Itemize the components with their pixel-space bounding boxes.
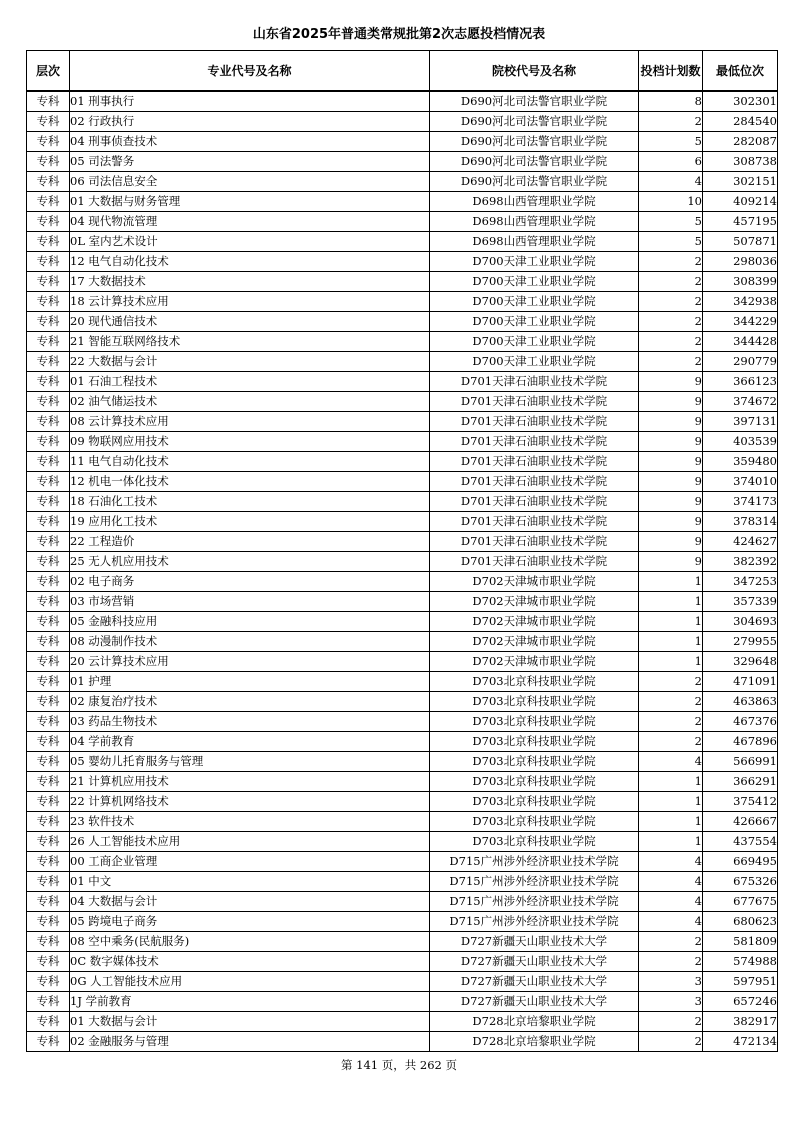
cell-min-rank: 329648 bbox=[703, 652, 778, 672]
cell-level: 专科 bbox=[27, 632, 70, 652]
cell-major: 04 现代物流管理 bbox=[70, 212, 430, 232]
cell-plan: 9 bbox=[639, 432, 703, 452]
table-row bbox=[27, 912, 778, 932]
cell-school: D702天津城市职业学院 bbox=[430, 612, 639, 632]
cell-major: 01 刑事执行 bbox=[70, 91, 430, 112]
cell-school: D690河北司法警官职业学院 bbox=[430, 172, 639, 192]
table-row bbox=[27, 692, 778, 712]
cell-plan: 9 bbox=[639, 412, 703, 432]
cell-major: 25 无人机应用技术 bbox=[70, 552, 430, 572]
cell-plan: 2 bbox=[639, 732, 703, 752]
cell-school: D700天津工业职业学院 bbox=[430, 272, 639, 292]
cell-major: 02 电子商务 bbox=[70, 572, 430, 592]
cell-plan: 3 bbox=[639, 992, 703, 1012]
cell-level: 专科 bbox=[27, 432, 70, 452]
cell-level: 专科 bbox=[27, 792, 70, 812]
cell-level: 专科 bbox=[27, 292, 70, 312]
cell-min-rank: 403539 bbox=[703, 432, 778, 452]
cell-level: 专科 bbox=[27, 91, 70, 112]
cell-min-rank: 284540 bbox=[703, 112, 778, 132]
cell-min-rank: 308738 bbox=[703, 152, 778, 172]
cell-school: D702天津城市职业学院 bbox=[430, 572, 639, 592]
table-row bbox=[27, 1012, 778, 1032]
cell-school: D690河北司法警官职业学院 bbox=[430, 112, 639, 132]
cell-school: D701天津石油职业技术学院 bbox=[430, 372, 639, 392]
cell-min-rank: 657246 bbox=[703, 992, 778, 1012]
page-title: 山东省2025年普通类常规批第2次志愿投档情况表 bbox=[252, 27, 546, 42]
cell-school: D703北京科技职业学院 bbox=[430, 712, 639, 732]
cell-min-rank: 374672 bbox=[703, 392, 778, 412]
cell-school: D702天津城市职业学院 bbox=[430, 592, 639, 612]
cell-level: 专科 bbox=[27, 332, 70, 352]
cell-major: 06 司法信息安全 bbox=[70, 172, 430, 192]
cell-min-rank: 382392 bbox=[703, 552, 778, 572]
table-row bbox=[27, 472, 778, 492]
cell-school: D698山西管理职业学院 bbox=[430, 232, 639, 252]
cell-level: 专科 bbox=[27, 972, 70, 992]
table-row bbox=[27, 312, 778, 332]
cell-level: 专科 bbox=[27, 372, 70, 392]
cell-school: D698山西管理职业学院 bbox=[430, 212, 639, 232]
cell-school: D701天津石油职业技术学院 bbox=[430, 472, 639, 492]
cell-min-rank: 366291 bbox=[703, 772, 778, 792]
table-row bbox=[27, 792, 778, 812]
table-row bbox=[27, 892, 778, 912]
cell-min-rank: 382917 bbox=[703, 1012, 778, 1032]
cell-level: 专科 bbox=[27, 1032, 70, 1052]
cell-plan: 1 bbox=[639, 772, 703, 792]
cell-major: 08 空中乘务(民航服务) bbox=[70, 932, 430, 952]
table-row bbox=[27, 1032, 778, 1052]
cell-plan: 1 bbox=[639, 832, 703, 852]
table-row bbox=[27, 772, 778, 792]
cell-major: 11 电气自动化技术 bbox=[70, 452, 430, 472]
cell-plan: 1 bbox=[639, 632, 703, 652]
cell-school: D703北京科技职业学院 bbox=[430, 672, 639, 692]
cell-school: D700天津工业职业学院 bbox=[430, 352, 639, 372]
cell-level: 专科 bbox=[27, 132, 70, 152]
cell-major: 22 大数据与会计 bbox=[70, 352, 430, 372]
cell-level: 专科 bbox=[27, 592, 70, 612]
cell-plan: 4 bbox=[639, 852, 703, 872]
cell-min-rank: 507871 bbox=[703, 232, 778, 252]
cell-school: D715广州涉外经济职业技术学院 bbox=[430, 852, 639, 872]
table-row bbox=[27, 712, 778, 732]
cell-major: 02 金融服务与管理 bbox=[70, 1032, 430, 1052]
cell-min-rank: 359480 bbox=[703, 452, 778, 472]
cell-min-rank: 467896 bbox=[703, 732, 778, 752]
cell-major: 08 动漫制作技术 bbox=[70, 632, 430, 652]
header-level: 层次 bbox=[27, 51, 70, 92]
cell-major: 01 护理 bbox=[70, 672, 430, 692]
cell-plan: 9 bbox=[639, 492, 703, 512]
table-row bbox=[27, 392, 778, 412]
table-row bbox=[27, 232, 778, 252]
cell-min-rank: 366123 bbox=[703, 372, 778, 392]
cell-school: D715广州涉外经济职业技术学院 bbox=[430, 872, 639, 892]
table-row bbox=[27, 532, 778, 552]
table-row bbox=[27, 152, 778, 172]
cell-school: D727新疆天山职业技术大学 bbox=[430, 972, 639, 992]
cell-school: D715广州涉外经济职业技术学院 bbox=[430, 892, 639, 912]
cell-major: 18 云计算技术应用 bbox=[70, 292, 430, 312]
cell-level: 专科 bbox=[27, 252, 70, 272]
page-footer: 第 141 页，共 262 页 bbox=[340, 1058, 458, 1072]
cell-min-rank: 409214 bbox=[703, 192, 778, 212]
cell-school: D690河北司法警官职业学院 bbox=[430, 132, 639, 152]
cell-major: 0C 数字媒体技术 bbox=[70, 952, 430, 972]
cell-level: 专科 bbox=[27, 192, 70, 212]
cell-min-rank: 374010 bbox=[703, 472, 778, 492]
cell-major: 01 中文 bbox=[70, 872, 430, 892]
cell-plan: 5 bbox=[639, 232, 703, 252]
cell-major: 03 药品生物技术 bbox=[70, 712, 430, 732]
cell-min-rank: 680623 bbox=[703, 912, 778, 932]
cell-plan: 2 bbox=[639, 332, 703, 352]
table-row bbox=[27, 992, 778, 1012]
cell-school: D728北京培黎职业学院 bbox=[430, 1012, 639, 1032]
cell-school: D703北京科技职业学院 bbox=[430, 792, 639, 812]
cell-major: 05 跨境电子商务 bbox=[70, 912, 430, 932]
cell-min-rank: 308399 bbox=[703, 272, 778, 292]
cell-min-rank: 467376 bbox=[703, 712, 778, 732]
cell-level: 专科 bbox=[27, 752, 70, 772]
cell-min-rank: 344229 bbox=[703, 312, 778, 332]
cell-min-rank: 424627 bbox=[703, 532, 778, 552]
cell-school: D701天津石油职业技术学院 bbox=[430, 492, 639, 512]
table-row bbox=[27, 672, 778, 692]
table-row bbox=[27, 492, 778, 512]
cell-plan: 4 bbox=[639, 172, 703, 192]
table-row bbox=[27, 952, 778, 972]
cell-plan: 2 bbox=[639, 672, 703, 692]
cell-major: 1J 学前教育 bbox=[70, 992, 430, 1012]
cell-level: 专科 bbox=[27, 472, 70, 492]
cell-school: D701天津石油职业技术学院 bbox=[430, 392, 639, 412]
cell-level: 专科 bbox=[27, 1012, 70, 1032]
cell-major: 19 应用化工技术 bbox=[70, 512, 430, 532]
cell-plan: 9 bbox=[639, 372, 703, 392]
cell-min-rank: 457195 bbox=[703, 212, 778, 232]
table-row bbox=[27, 852, 778, 872]
cell-plan: 4 bbox=[639, 912, 703, 932]
cell-plan: 5 bbox=[639, 132, 703, 152]
cell-major: 21 计算机应用技术 bbox=[70, 772, 430, 792]
cell-level: 专科 bbox=[27, 552, 70, 572]
header-min-rank: 最低位次 bbox=[703, 51, 778, 92]
table-row bbox=[27, 91, 778, 112]
cell-level: 专科 bbox=[27, 992, 70, 1012]
cell-level: 专科 bbox=[27, 872, 70, 892]
cell-plan: 1 bbox=[639, 592, 703, 612]
cell-min-rank: 279955 bbox=[703, 632, 778, 652]
cell-plan: 9 bbox=[639, 552, 703, 572]
cell-school: D690河北司法警官职业学院 bbox=[430, 91, 639, 112]
table-row bbox=[27, 412, 778, 432]
table-row bbox=[27, 972, 778, 992]
cell-plan: 2 bbox=[639, 352, 703, 372]
cell-level: 专科 bbox=[27, 712, 70, 732]
cell-major: 22 工程造价 bbox=[70, 532, 430, 552]
cell-min-rank: 437554 bbox=[703, 832, 778, 852]
cell-major: 04 大数据与会计 bbox=[70, 892, 430, 912]
cell-major: 08 云计算技术应用 bbox=[70, 412, 430, 432]
cell-min-rank: 597951 bbox=[703, 972, 778, 992]
table-row bbox=[27, 872, 778, 892]
cell-level: 专科 bbox=[27, 772, 70, 792]
cell-min-rank: 298036 bbox=[703, 252, 778, 272]
cell-level: 专科 bbox=[27, 312, 70, 332]
cell-level: 专科 bbox=[27, 492, 70, 512]
cell-min-rank: 675326 bbox=[703, 872, 778, 892]
cell-major: 12 机电一体化技术 bbox=[70, 472, 430, 492]
cell-min-rank: 342938 bbox=[703, 292, 778, 312]
cell-plan: 2 bbox=[639, 272, 703, 292]
cell-level: 专科 bbox=[27, 952, 70, 972]
cell-school: D700天津工业职业学院 bbox=[430, 332, 639, 352]
cell-min-rank: 374173 bbox=[703, 492, 778, 512]
header-school: 院校代号及名称 bbox=[430, 51, 639, 92]
cell-level: 专科 bbox=[27, 912, 70, 932]
table-body bbox=[27, 91, 778, 1052]
cell-level: 专科 bbox=[27, 612, 70, 632]
cell-major: 00 工商企业管理 bbox=[70, 852, 430, 872]
cell-plan: 4 bbox=[639, 872, 703, 892]
table-row bbox=[27, 512, 778, 532]
cell-min-rank: 290779 bbox=[703, 352, 778, 372]
cell-plan: 2 bbox=[639, 1012, 703, 1032]
cell-plan: 2 bbox=[639, 952, 703, 972]
cell-school: D703北京科技职业学院 bbox=[430, 692, 639, 712]
table-row bbox=[27, 432, 778, 452]
cell-level: 专科 bbox=[27, 272, 70, 292]
cell-min-rank: 357339 bbox=[703, 592, 778, 612]
cell-level: 专科 bbox=[27, 112, 70, 132]
cell-level: 专科 bbox=[27, 832, 70, 852]
cell-school: D703北京科技职业学院 bbox=[430, 732, 639, 752]
cell-school: D700天津工业职业学院 bbox=[430, 252, 639, 272]
cell-min-rank: 302301 bbox=[703, 91, 778, 112]
cell-major: 22 计算机网络技术 bbox=[70, 792, 430, 812]
cell-min-rank: 677675 bbox=[703, 892, 778, 912]
cell-level: 专科 bbox=[27, 412, 70, 432]
cell-plan: 1 bbox=[639, 812, 703, 832]
cell-school: D702天津城市职业学院 bbox=[430, 632, 639, 652]
cell-level: 专科 bbox=[27, 232, 70, 252]
cell-plan: 3 bbox=[639, 972, 703, 992]
cell-plan: 9 bbox=[639, 532, 703, 552]
cell-school: D703北京科技职业学院 bbox=[430, 772, 639, 792]
table-row bbox=[27, 932, 778, 952]
cell-school: D728北京培黎职业学院 bbox=[430, 1032, 639, 1052]
cell-level: 专科 bbox=[27, 892, 70, 912]
cell-min-rank: 375412 bbox=[703, 792, 778, 812]
cell-level: 专科 bbox=[27, 512, 70, 532]
cell-plan: 2 bbox=[639, 692, 703, 712]
cell-major: 20 云计算技术应用 bbox=[70, 652, 430, 672]
table-row bbox=[27, 552, 778, 572]
cell-school: D701天津石油职业技术学院 bbox=[430, 432, 639, 452]
cell-school: D701天津石油职业技术学院 bbox=[430, 412, 639, 432]
cell-plan: 10 bbox=[639, 192, 703, 212]
cell-plan: 2 bbox=[639, 1032, 703, 1052]
table-row bbox=[27, 172, 778, 192]
cell-school: D701天津石油职业技术学院 bbox=[430, 512, 639, 532]
cell-level: 专科 bbox=[27, 352, 70, 372]
cell-plan: 2 bbox=[639, 252, 703, 272]
cell-level: 专科 bbox=[27, 652, 70, 672]
cell-plan: 4 bbox=[639, 752, 703, 772]
admission-table bbox=[26, 50, 778, 1052]
cell-level: 专科 bbox=[27, 672, 70, 692]
table-row bbox=[27, 632, 778, 652]
cell-school: D727新疆天山职业技术大学 bbox=[430, 932, 639, 952]
table-row bbox=[27, 192, 778, 212]
cell-level: 专科 bbox=[27, 852, 70, 872]
cell-major: 01 石油工程技术 bbox=[70, 372, 430, 392]
table-row bbox=[27, 252, 778, 272]
cell-school: D698山西管理职业学院 bbox=[430, 192, 639, 212]
cell-min-rank: 426667 bbox=[703, 812, 778, 832]
cell-major: 02 行政执行 bbox=[70, 112, 430, 132]
cell-plan: 1 bbox=[639, 792, 703, 812]
table-row bbox=[27, 812, 778, 832]
cell-plan: 9 bbox=[639, 452, 703, 472]
cell-level: 专科 bbox=[27, 152, 70, 172]
cell-major: 12 电气自动化技术 bbox=[70, 252, 430, 272]
cell-level: 专科 bbox=[27, 812, 70, 832]
cell-major: 02 油气储运技术 bbox=[70, 392, 430, 412]
cell-major: 05 婴幼儿托育服务与管理 bbox=[70, 752, 430, 772]
cell-major: 05 司法警务 bbox=[70, 152, 430, 172]
cell-school: D700天津工业职业学院 bbox=[430, 312, 639, 332]
cell-min-rank: 282087 bbox=[703, 132, 778, 152]
table-row bbox=[27, 112, 778, 132]
cell-major: 0G 人工智能技术应用 bbox=[70, 972, 430, 992]
cell-plan: 9 bbox=[639, 472, 703, 492]
cell-school: D703北京科技职业学院 bbox=[430, 832, 639, 852]
cell-min-rank: 471091 bbox=[703, 672, 778, 692]
table-row bbox=[27, 832, 778, 852]
cell-min-rank: 472134 bbox=[703, 1032, 778, 1052]
table-row bbox=[27, 132, 778, 152]
cell-plan: 2 bbox=[639, 932, 703, 952]
cell-min-rank: 574988 bbox=[703, 952, 778, 972]
table-row bbox=[27, 652, 778, 672]
header-major: 专业代号及名称 bbox=[70, 51, 430, 92]
cell-major: 01 大数据与财务管理 bbox=[70, 192, 430, 212]
cell-major: 09 物联网应用技术 bbox=[70, 432, 430, 452]
table-row bbox=[27, 452, 778, 472]
cell-plan: 2 bbox=[639, 112, 703, 132]
cell-plan: 1 bbox=[639, 572, 703, 592]
cell-school: D701天津石油职业技术学院 bbox=[430, 532, 639, 552]
cell-min-rank: 304693 bbox=[703, 612, 778, 632]
cell-level: 专科 bbox=[27, 532, 70, 552]
cell-plan: 1 bbox=[639, 652, 703, 672]
cell-plan: 4 bbox=[639, 892, 703, 912]
cell-school: D690河北司法警官职业学院 bbox=[430, 152, 639, 172]
cell-major: 04 刑事侦查技术 bbox=[70, 132, 430, 152]
cell-plan: 9 bbox=[639, 392, 703, 412]
cell-major: 02 康复治疗技术 bbox=[70, 692, 430, 712]
cell-min-rank: 378314 bbox=[703, 512, 778, 532]
cell-school: D703北京科技职业学院 bbox=[430, 812, 639, 832]
cell-level: 专科 bbox=[27, 452, 70, 472]
cell-school: D715广州涉外经济职业技术学院 bbox=[430, 912, 639, 932]
table-row bbox=[27, 732, 778, 752]
cell-plan: 2 bbox=[639, 292, 703, 312]
table-header-row bbox=[27, 51, 778, 92]
cell-plan: 9 bbox=[639, 512, 703, 532]
cell-level: 专科 bbox=[27, 172, 70, 192]
cell-level: 专科 bbox=[27, 692, 70, 712]
cell-level: 专科 bbox=[27, 572, 70, 592]
cell-major: 26 人工智能技术应用 bbox=[70, 832, 430, 852]
table-row bbox=[27, 272, 778, 292]
table-row bbox=[27, 212, 778, 232]
table-row bbox=[27, 292, 778, 312]
cell-school: D703北京科技职业学院 bbox=[430, 752, 639, 772]
cell-level: 专科 bbox=[27, 212, 70, 232]
cell-major: 05 金融科技应用 bbox=[70, 612, 430, 632]
header-plan: 投档计划数 bbox=[639, 51, 703, 92]
table-row bbox=[27, 572, 778, 592]
cell-min-rank: 344428 bbox=[703, 332, 778, 352]
cell-school: D701天津石油职业技术学院 bbox=[430, 552, 639, 572]
cell-major: 21 智能互联网络技术 bbox=[70, 332, 430, 352]
cell-school: D727新疆天山职业技术大学 bbox=[430, 992, 639, 1012]
cell-min-rank: 347253 bbox=[703, 572, 778, 592]
cell-plan: 2 bbox=[639, 712, 703, 732]
cell-plan: 2 bbox=[639, 312, 703, 332]
cell-min-rank: 463863 bbox=[703, 692, 778, 712]
cell-school: D701天津石油职业技术学院 bbox=[430, 452, 639, 472]
cell-major: 01 大数据与会计 bbox=[70, 1012, 430, 1032]
cell-major: 18 石油化工技术 bbox=[70, 492, 430, 512]
cell-min-rank: 581809 bbox=[703, 932, 778, 952]
table-row bbox=[27, 612, 778, 632]
cell-plan: 1 bbox=[639, 612, 703, 632]
cell-level: 专科 bbox=[27, 932, 70, 952]
table-row bbox=[27, 372, 778, 392]
cell-major: 20 现代通信技术 bbox=[70, 312, 430, 332]
cell-level: 专科 bbox=[27, 392, 70, 412]
cell-min-rank: 302151 bbox=[703, 172, 778, 192]
table-row bbox=[27, 332, 778, 352]
cell-school: D702天津城市职业学院 bbox=[430, 652, 639, 672]
cell-min-rank: 669495 bbox=[703, 852, 778, 872]
cell-level: 专科 bbox=[27, 732, 70, 752]
cell-school: D727新疆天山职业技术大学 bbox=[430, 952, 639, 972]
cell-plan: 8 bbox=[639, 91, 703, 112]
cell-school: D700天津工业职业学院 bbox=[430, 292, 639, 312]
cell-major: 04 学前教育 bbox=[70, 732, 430, 752]
cell-plan: 5 bbox=[639, 212, 703, 232]
cell-major: 0L 室内艺术设计 bbox=[70, 232, 430, 252]
cell-major: 17 大数据技术 bbox=[70, 272, 430, 292]
table-row bbox=[27, 752, 778, 772]
cell-major: 23 软件技术 bbox=[70, 812, 430, 832]
table-row bbox=[27, 352, 778, 372]
cell-min-rank: 566991 bbox=[703, 752, 778, 772]
cell-min-rank: 397131 bbox=[703, 412, 778, 432]
table-row bbox=[27, 592, 778, 612]
cell-major: 03 市场营销 bbox=[70, 592, 430, 612]
cell-plan: 6 bbox=[639, 152, 703, 172]
